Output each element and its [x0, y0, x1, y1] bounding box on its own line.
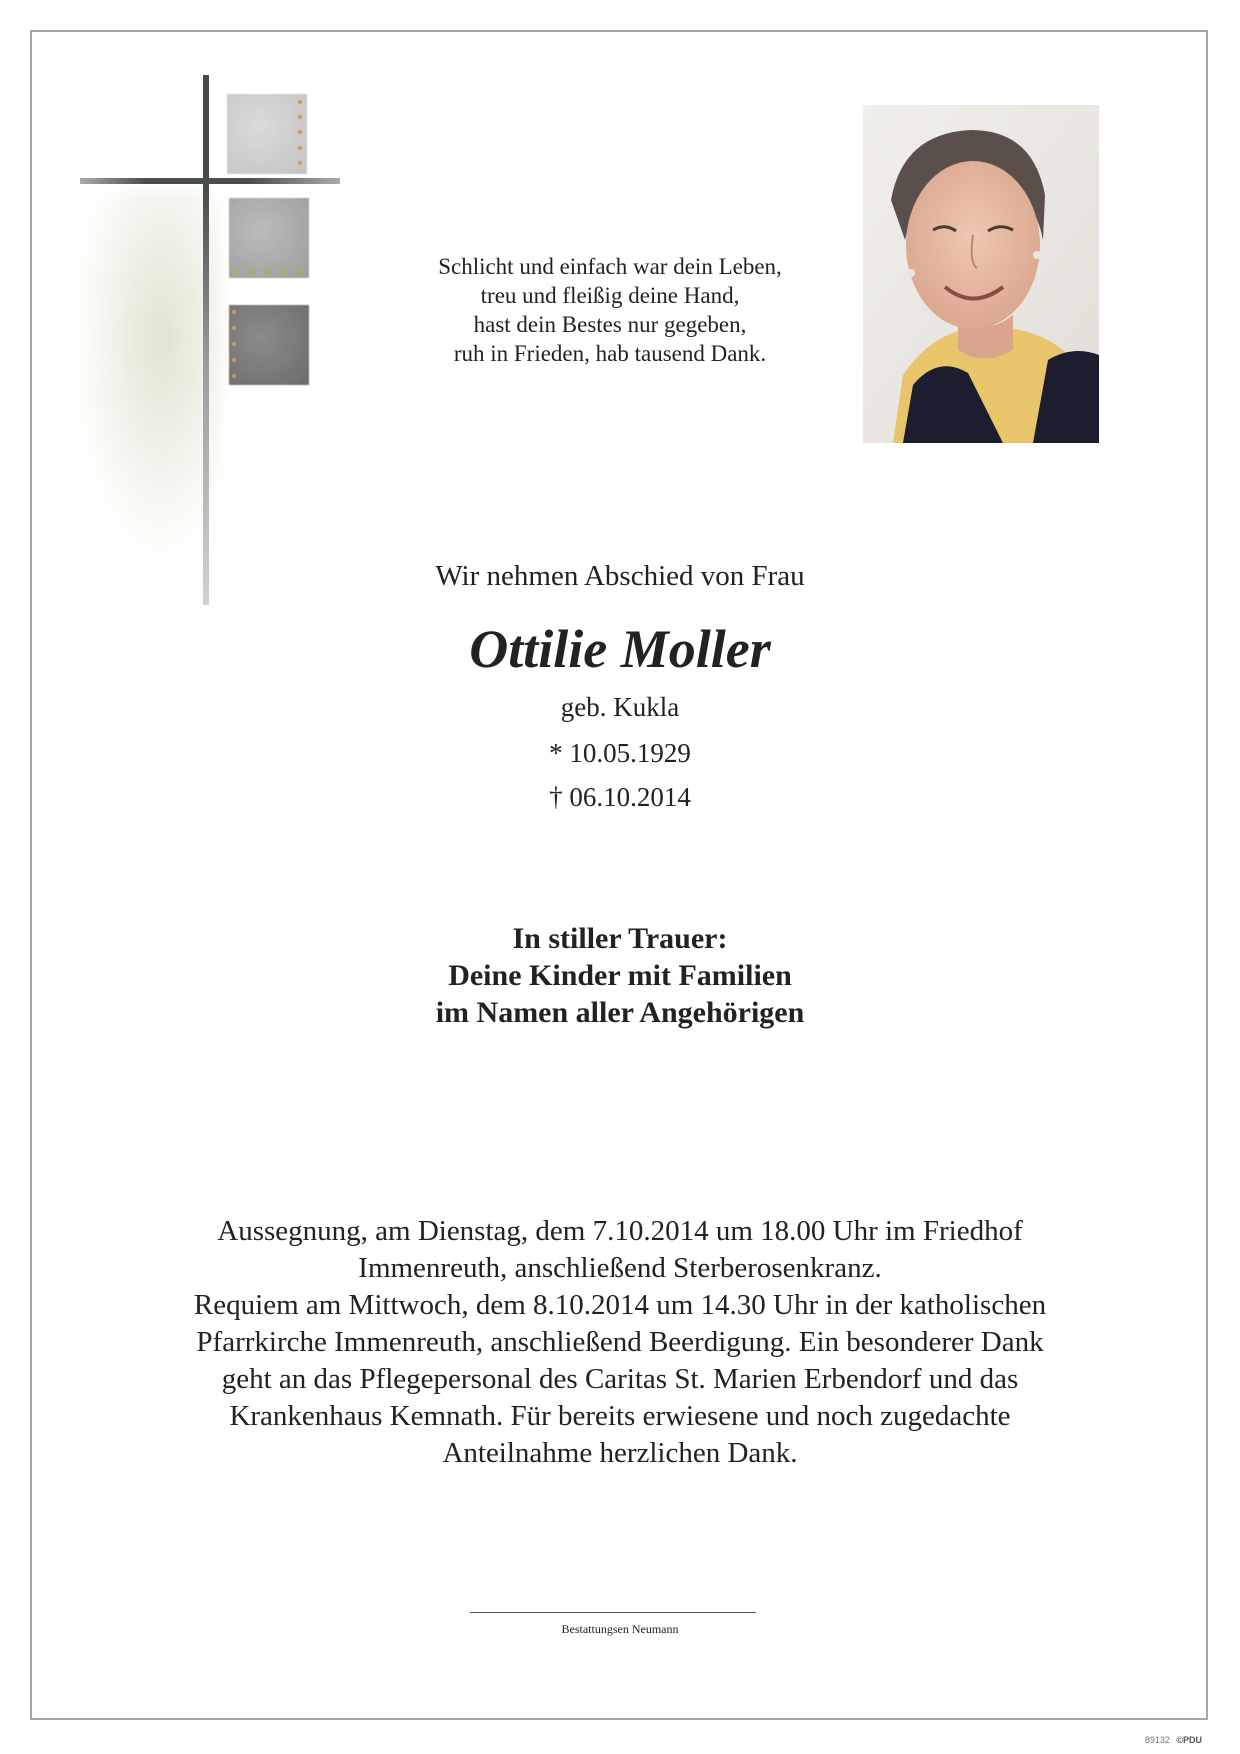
portrait-illustration	[863, 105, 1099, 443]
gold-dot	[252, 270, 256, 274]
service-line: Pfarrkirche Immenreuth, anschließend Beerdigung. Ein besonderer Dank	[196, 1326, 1044, 1358]
gray-square-dark	[229, 305, 309, 385]
gold-dot	[232, 310, 236, 314]
cross-glow	[72, 190, 222, 560]
deceased-name: Ottilie Moller	[469, 619, 771, 679]
mourners-line: In stiller Trauer:	[512, 922, 728, 955]
gold-dot	[284, 270, 288, 274]
gold-dot	[298, 115, 302, 119]
gold-dot	[300, 270, 304, 274]
service-line: Requiem am Mittwoch, dem 8.10.2014 um 14.30 Uhr in der katholischen	[193, 1289, 1047, 1321]
poem-line: Schlicht und einfach war dein Leben,	[438, 254, 782, 279]
gold-dot	[232, 326, 236, 330]
undertaker-name: Bestattungsen Neumann	[561, 1622, 679, 1636]
gold-dot	[298, 100, 302, 104]
service-line: Anteilnahme herzlichen Dank.	[442, 1437, 798, 1469]
mourners-block	[0, 920, 1240, 1031]
service-line: Aussegnung, am Dienstag, dem 7.10.2014 um 18.00 Uhr im Friedhof	[217, 1215, 1023, 1247]
maiden-name: geb. Kukla	[560, 692, 680, 722]
gray-square-medium	[229, 198, 309, 278]
service-details	[90, 1213, 1150, 1472]
cross-horizontal-bar	[80, 178, 340, 184]
service-line: Immenreuth, anschließend Sterberosenkranz.	[358, 1252, 882, 1284]
cross-decoration	[30, 60, 350, 620]
service-line: Krankenhaus Kemnath. Für bereits erwiesene und noch zugedachte	[229, 1400, 1011, 1432]
gold-dot	[298, 130, 302, 134]
footer-code	[1145, 1735, 1202, 1745]
poem-line: ruh in Frieden, hab tausend Dank.	[453, 341, 767, 366]
gold-dot	[268, 270, 272, 274]
portrait-photo	[863, 105, 1099, 443]
mourners-line: Deine Kinder mit Familien	[448, 959, 792, 992]
poem	[350, 252, 870, 368]
gold-dot	[232, 358, 236, 362]
gray-square-light	[227, 94, 307, 174]
gold-dot	[298, 146, 302, 150]
death-date: † 06.10.2014	[549, 782, 691, 812]
publisher-logo: ©PDU	[1176, 1735, 1202, 1745]
cross-vertical-bar	[203, 75, 209, 605]
poem-line: hast dein Bestes nur gegeben,	[473, 312, 747, 337]
footer-number: 89132	[1144, 1735, 1170, 1745]
gold-dot	[298, 161, 302, 165]
farewell-intro: Wir nehmen Abschied von Frau	[435, 560, 805, 592]
service-line: geht an das Pflegepersonal des Caritas St. Marien Erbendorf und das	[221, 1363, 1019, 1395]
gold-dot	[236, 270, 240, 274]
gold-dot	[232, 374, 236, 378]
gold-dot	[232, 342, 236, 346]
signature-divider	[470, 1612, 756, 1613]
birth-date: * 10.05.1929	[549, 738, 691, 768]
poem-line: treu und fleißig deine Hand,	[480, 283, 740, 308]
mourners-line: im Namen aller Angehörigen	[435, 996, 805, 1029]
